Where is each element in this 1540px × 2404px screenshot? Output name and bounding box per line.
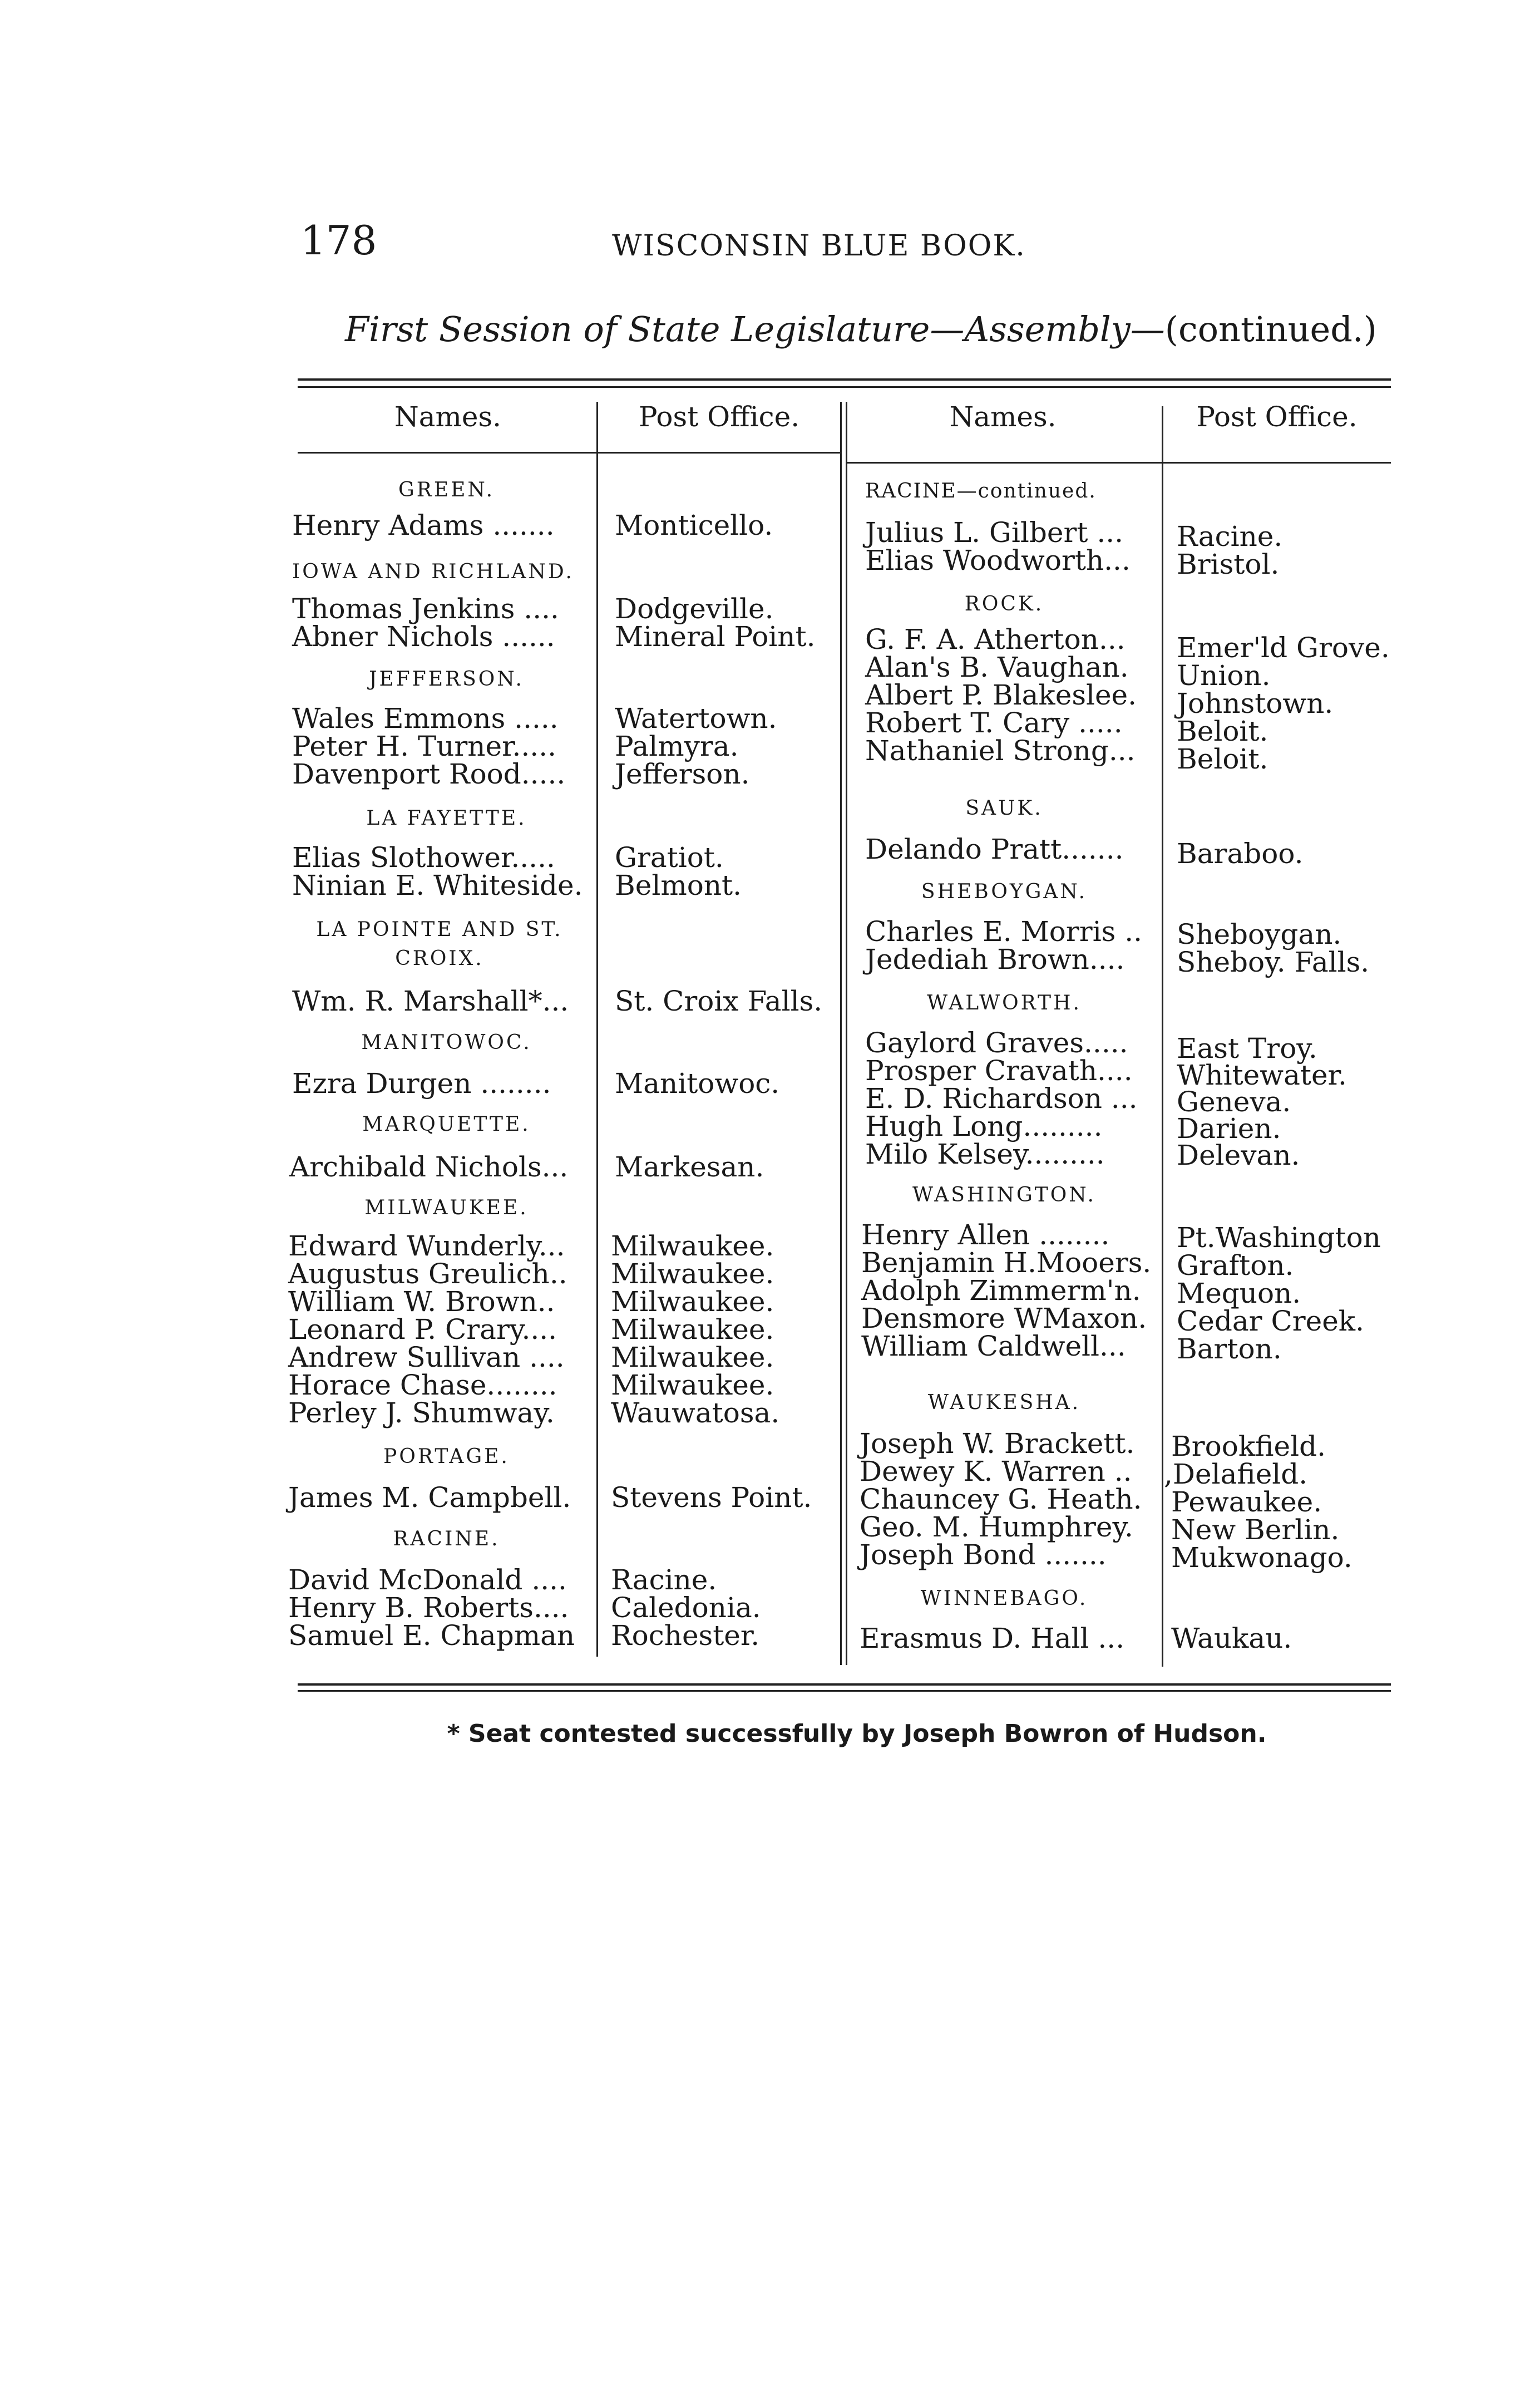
post-office: Sheboy. Falls. bbox=[1177, 946, 1370, 978]
post-office: Dodgeville. bbox=[615, 593, 774, 625]
post-office: Watertown. bbox=[615, 702, 777, 735]
member-name: Ninian E. Whiteside. bbox=[292, 869, 583, 902]
member-name: Andrew Sullivan .... bbox=[288, 1341, 565, 1373]
member-name: Archibald Nichols... bbox=[289, 1151, 569, 1183]
post-office: Markesan. bbox=[615, 1151, 764, 1183]
member-name: Joseph Bond ....... bbox=[860, 1539, 1107, 1571]
post-office: Grafton. bbox=[1177, 1249, 1294, 1282]
post-office: Monticello. bbox=[615, 509, 773, 541]
post-office: Racine. bbox=[611, 1564, 717, 1596]
county-heading bbox=[865, 480, 1143, 503]
member-name: Elias Slothower..... bbox=[292, 841, 555, 874]
post-office: Cedar Creek. bbox=[1177, 1305, 1364, 1337]
header-post-office-right: Post Office. bbox=[1196, 401, 1358, 433]
member-name: Albert P. Blakeslee. bbox=[865, 679, 1137, 711]
member-name: Hugh Long......... bbox=[865, 1110, 1103, 1142]
county-heading: IOWA AND RICHLAND. bbox=[292, 560, 574, 583]
post-office: Delevan. bbox=[1177, 1139, 1300, 1171]
table-subtitle bbox=[345, 309, 1377, 349]
post-office: Beloit. bbox=[1177, 743, 1268, 775]
county-heading-text: RACINE—continued. bbox=[865, 480, 1097, 503]
post-office: Pewaukee. bbox=[1171, 1486, 1322, 1518]
member-name: James M. Campbell. bbox=[288, 1481, 571, 1514]
post-office: Manitowoc. bbox=[615, 1067, 780, 1100]
page-number: 178 bbox=[300, 217, 377, 264]
post-office: Barton. bbox=[1177, 1333, 1282, 1365]
post-office: Emer'ld Grove. bbox=[1177, 632, 1390, 664]
header-post-office-left: Post Office. bbox=[638, 401, 800, 433]
column-separator-1 bbox=[596, 402, 598, 1657]
column-separator-3 bbox=[1162, 406, 1163, 1667]
post-office: Geneva. bbox=[1177, 1086, 1291, 1118]
member-name: Wm. R. Marshall*... bbox=[292, 985, 569, 1017]
member-name: Ezra Durgen ........ bbox=[292, 1067, 551, 1100]
post-office: Whitewater. bbox=[1177, 1059, 1347, 1091]
member-name: Nathaniel Strong... bbox=[865, 735, 1136, 767]
post-office: Palmyra. bbox=[615, 730, 739, 762]
post-office: Milwaukee. bbox=[611, 1230, 774, 1262]
member-name: Dewey K. Warren .. bbox=[860, 1455, 1132, 1487]
member-name: Abner Nichols ...... bbox=[292, 620, 555, 653]
top-rule bbox=[298, 378, 1391, 381]
county-heading: JEFFERSON. bbox=[369, 668, 524, 691]
member-name: Thomas Jenkins .... bbox=[292, 593, 559, 625]
subtitle-continued: (continued.) bbox=[1164, 309, 1377, 349]
bottom-rule bbox=[298, 1683, 1391, 1686]
post-office: East Troy. bbox=[1177, 1032, 1317, 1065]
member-name: Adolph Zimmerm'n. bbox=[861, 1274, 1141, 1307]
member-name: Chauncey G. Heath. bbox=[860, 1483, 1142, 1515]
post-office: Milwaukee. bbox=[611, 1369, 774, 1401]
county-heading: LA POINTE AND ST. CROIX. bbox=[316, 918, 563, 970]
county-heading: GREEN. bbox=[398, 479, 495, 501]
member-name: Edward Wunderly... bbox=[288, 1230, 565, 1262]
post-office: Mukwonago. bbox=[1171, 1541, 1353, 1574]
county-heading: PORTAGE. bbox=[383, 1445, 510, 1468]
county-heading: ROCK. bbox=[964, 593, 1044, 615]
member-name: Henry B. Roberts.... bbox=[288, 1592, 569, 1624]
member-name: Delando Pratt....... bbox=[865, 833, 1124, 865]
bottom-rule-second bbox=[298, 1690, 1391, 1692]
member-name: Horace Chase........ bbox=[288, 1369, 557, 1401]
header-rule-right bbox=[846, 462, 1391, 464]
post-office: Johnstown. bbox=[1177, 687, 1334, 720]
post-office: ,Delafield. bbox=[1164, 1458, 1308, 1490]
county-heading: WINNEBAGO. bbox=[920, 1587, 1088, 1610]
header-names-left: Names. bbox=[394, 401, 502, 433]
member-name: Jedediah Brown.... bbox=[865, 943, 1125, 976]
member-name: Charles E. Morris .. bbox=[865, 915, 1143, 948]
member-name: Geo. M. Humphrey. bbox=[860, 1511, 1133, 1543]
post-office: Baraboo. bbox=[1177, 838, 1304, 870]
post-office: Bristol. bbox=[1177, 548, 1280, 580]
footnote: * Seat contested successfully by Joseph Bowron of Hudson. bbox=[447, 1720, 1267, 1748]
member-name: G. F. A. Atherton... bbox=[865, 623, 1126, 656]
post-office: Darien. bbox=[1177, 1112, 1281, 1145]
county-heading: LA FAYETTE. bbox=[366, 807, 527, 830]
post-office: Jefferson. bbox=[615, 758, 750, 790]
top-rule-second bbox=[298, 386, 1391, 388]
member-name: William W. Brown.. bbox=[288, 1285, 555, 1318]
member-name: Benjamin H.Mooers. bbox=[861, 1247, 1152, 1279]
county-heading: WASHINGTON. bbox=[912, 1184, 1096, 1206]
member-name: Henry Adams ....... bbox=[292, 509, 555, 541]
member-name: Alan's B. Vaughan. bbox=[865, 651, 1129, 683]
county-heading: WALWORTH. bbox=[927, 992, 1082, 1014]
header-names-right: Names. bbox=[949, 401, 1057, 433]
post-office: Milwaukee. bbox=[611, 1258, 774, 1290]
post-office: Union. bbox=[1177, 659, 1271, 692]
member-name: Prosper Cravath.... bbox=[865, 1055, 1133, 1087]
member-name: Gaylord Graves..... bbox=[865, 1027, 1128, 1059]
post-office: Mineral Point. bbox=[615, 620, 816, 653]
county-heading: MILWAUKEE. bbox=[364, 1196, 529, 1219]
member-name: David McDonald .... bbox=[288, 1564, 567, 1596]
member-name: E. D. Richardson ... bbox=[865, 1082, 1138, 1115]
member-name: Henry Allen ........ bbox=[861, 1219, 1110, 1251]
running-head bbox=[300, 217, 1079, 278]
subtitle-italic: First Session of State Legislature—Assembly— bbox=[345, 309, 1165, 349]
member-name: Joseph W. Brackett. bbox=[860, 1427, 1135, 1460]
post-office: New Berlin. bbox=[1171, 1514, 1340, 1546]
post-office: Milwaukee. bbox=[611, 1285, 774, 1318]
member-name: Milo Kelsey......... bbox=[865, 1138, 1105, 1170]
county-heading: RACINE. bbox=[393, 1528, 500, 1550]
post-office: Wauwatosa. bbox=[611, 1397, 780, 1429]
member-name: Peter H. Turner..... bbox=[292, 730, 556, 762]
post-office: Belmont. bbox=[615, 869, 742, 902]
member-name: Julius L. Gilbert ... bbox=[865, 516, 1124, 549]
post-office: Rochester. bbox=[611, 1619, 760, 1652]
header-rule-left bbox=[298, 452, 840, 454]
post-office: Caledonia. bbox=[611, 1592, 761, 1624]
column-separator-2 bbox=[840, 402, 842, 1665]
column-separator-2b bbox=[846, 402, 847, 1665]
post-office: Racine. bbox=[1177, 520, 1283, 553]
member-name: Leonard P. Crary.... bbox=[288, 1313, 557, 1346]
member-name: Perley J. Shumway. bbox=[288, 1397, 555, 1429]
post-office: Beloit. bbox=[1177, 715, 1268, 747]
member-name: Densmore WMaxon. bbox=[861, 1302, 1147, 1334]
county-heading: SHEBOYGAN. bbox=[921, 880, 1088, 903]
member-name: Robert T. Cary ..... bbox=[865, 707, 1123, 739]
member-name: Elias Woodworth... bbox=[865, 544, 1131, 577]
post-office: Pt.Washington bbox=[1177, 1221, 1381, 1254]
post-office: Gratiot. bbox=[615, 841, 724, 874]
post-office: Milwaukee. bbox=[611, 1313, 774, 1346]
running-title: WISCONSIN BLUE BOOK. bbox=[612, 229, 1026, 263]
member-name: William Caldwell... bbox=[861, 1330, 1126, 1362]
post-office: Waukau. bbox=[1171, 1622, 1292, 1654]
member-name: Wales Emmons ..... bbox=[292, 702, 559, 735]
county-heading: MANITOWOC. bbox=[361, 1031, 532, 1054]
post-office: Sheboygan. bbox=[1177, 918, 1342, 950]
member-name: Erasmus D. Hall ... bbox=[860, 1622, 1125, 1654]
county-heading: WAUKESHA. bbox=[927, 1391, 1081, 1414]
post-office: Stevens Point. bbox=[611, 1481, 812, 1514]
county-heading: MARQUETTE. bbox=[362, 1113, 531, 1136]
member-name: Augustus Greulich.. bbox=[288, 1258, 567, 1290]
post-office: Mequon. bbox=[1177, 1277, 1301, 1309]
post-office: St. Croix Falls. bbox=[615, 985, 823, 1017]
post-office: Milwaukee. bbox=[611, 1341, 774, 1373]
member-name: Davenport Rood..... bbox=[292, 758, 566, 790]
post-office: Brookfield. bbox=[1171, 1430, 1326, 1462]
member-name: Samuel E. Chapman bbox=[288, 1619, 575, 1652]
county-heading: SAUK. bbox=[965, 797, 1043, 820]
